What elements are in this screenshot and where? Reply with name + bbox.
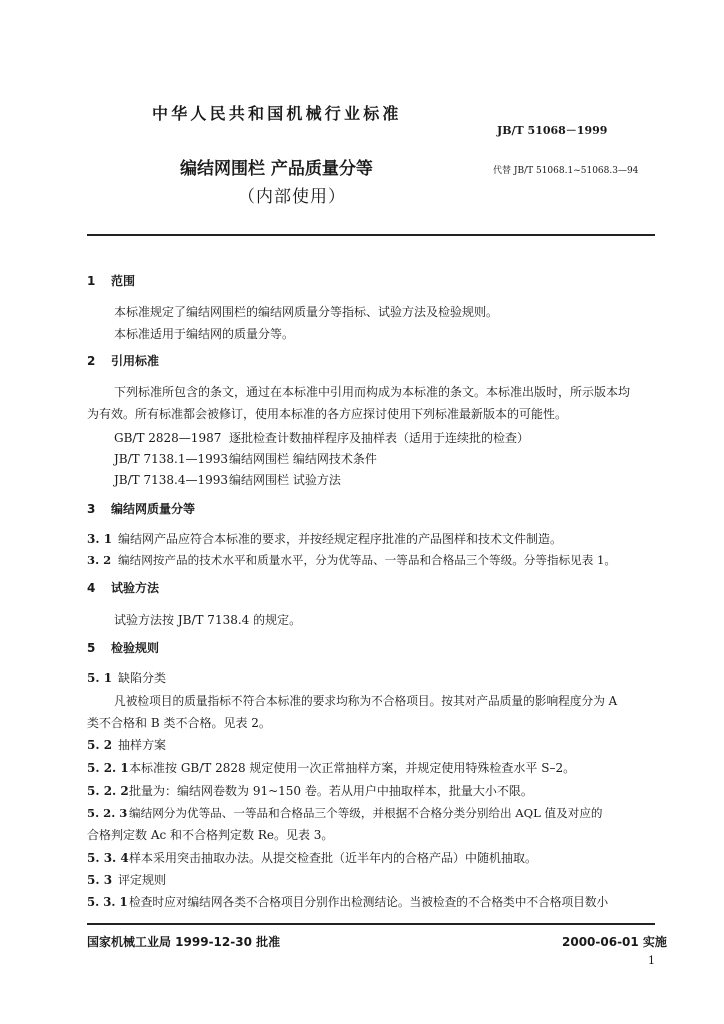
paragraph: 为有效。所有标准都会被修订，使用本标准的各方应探讨使用下列标准最新版本的可能性。 xyxy=(87,407,568,421)
clause-number: 5. 3. 1 xyxy=(87,895,128,909)
reference-code: JB/T 7138.4—1993 xyxy=(114,473,229,487)
clause-3-2 xyxy=(87,553,616,567)
section-number: 1 xyxy=(87,274,96,288)
clause-5-3-1 xyxy=(87,895,608,909)
approval-line: 国家机械工业局 1999-12-30 批准 xyxy=(87,935,281,949)
section-1-heading xyxy=(87,272,135,289)
clause-number: 5. 2. 3 xyxy=(87,806,128,820)
paragraph: 凡被检项目的质量指标不符合本标准的要求均称为不合格项目。按其对产品质量的影响程度分为 A xyxy=(114,694,618,708)
clause-5-2-2 xyxy=(87,784,533,798)
section-title: 检验规则 xyxy=(111,641,160,655)
section-title: 编结网质量分等 xyxy=(111,502,196,516)
clause-number: 5. 2 xyxy=(87,738,113,752)
clause-5-2-1 xyxy=(87,761,575,775)
paragraph: 试验方法按 JB/T 7138.4 的规定。 xyxy=(114,613,302,627)
section-number: 5 xyxy=(87,641,96,655)
standard-title: 中华人民共和国机械行业标准 xyxy=(152,104,402,123)
reference-standard xyxy=(114,431,529,445)
paragraph: 类不合格和 B 类不合格。见表 2。 xyxy=(87,716,271,730)
reference-name: 编结网围栏 编结网技术条件 xyxy=(229,452,377,466)
clause-text: 样本采用突击抽取办法。从提交检查批（近半年内的合格产品）中随机抽取。 xyxy=(129,851,538,865)
section-number: 2 xyxy=(87,354,96,368)
clause-text: 缺陷分类 xyxy=(118,671,167,685)
reference-code: GB/T 2828—1987 xyxy=(114,431,222,445)
paragraph: 下列标准所包含的条文，通过在本标准中引用而构成为本标准的条文。本标准出版时，所示版本均 xyxy=(114,385,631,399)
paragraph: 本标准规定了编结网围栏的编结网质量分等指标、试验方法及检验规则。 xyxy=(114,305,499,319)
reference-standard xyxy=(114,452,377,466)
clause-number: 5. 2. 1 xyxy=(87,761,129,775)
clause-text: 编结网分为优等品、一等品和合格品三个等级，并根据不合格分类分别给出 AQL 值及对应的 xyxy=(129,806,603,820)
clause-number: 3. 1 xyxy=(87,532,113,546)
reference-code: JB/T 7138.1—1993 xyxy=(114,452,229,466)
clause-number: 3. 2 xyxy=(87,553,112,567)
section-number: 3 xyxy=(87,502,96,516)
section-5-heading xyxy=(87,639,159,656)
clause-5-1 xyxy=(87,671,166,685)
effective-date: 2000-06-01 实施 xyxy=(562,935,667,949)
section-number: 4 xyxy=(87,581,96,595)
section-title: 引用标准 xyxy=(111,354,160,368)
document-subtitle: （内部使用） xyxy=(238,187,346,207)
header-divider xyxy=(87,234,655,236)
section-title: 范围 xyxy=(111,274,136,288)
reference-standard xyxy=(114,473,341,487)
reference-name: 逐批检查计数抽样程序及抽样表（适用于连续批的检查） xyxy=(229,431,530,445)
clause-5-3 xyxy=(87,873,166,887)
page-number: 1 xyxy=(648,954,655,967)
clause-number: 5. 1 xyxy=(87,671,113,685)
reference-name: 编结网围栏 试验方法 xyxy=(229,473,341,487)
section-2-heading xyxy=(87,352,159,369)
clause-text: 编结网按产品的技术水平和质量水平，分为优等品、一等品和合格品三个等级。分等指标见表 1。 xyxy=(118,553,617,567)
section-4-heading xyxy=(87,579,159,596)
clause-text: 抽样方案 xyxy=(118,738,167,752)
clause-3-1 xyxy=(87,532,562,546)
section-3-heading xyxy=(87,500,195,517)
clause-5-2-3 xyxy=(87,806,603,820)
paragraph: 合格判定数 Ac 和不合格判定数 Re。见表 3。 xyxy=(87,828,334,842)
clause-text: 批量为：编结网卷数为 91~150 卷。若从用户中抽取样本，批量大小不限。 xyxy=(129,784,533,798)
clause-text: 检查时应对编结网各类不合格项目分别作出检测结论。当被检查的不合格类中不合格项目数小 xyxy=(129,895,609,909)
clause-5-2 xyxy=(87,738,166,752)
clause-text: 评定规则 xyxy=(118,873,167,887)
clause-number: 5. 3 xyxy=(87,873,113,887)
clause-text: 编结网产品应符合本标准的要求，并按经规定程序批准的产品图样和技术文件制造。 xyxy=(118,532,563,546)
footer-divider xyxy=(87,923,655,925)
replaces-note: 代替 JB/T 51068.1~51068.3—94 xyxy=(493,166,639,176)
clause-5-3-4 xyxy=(87,851,537,865)
document-title: 编结网围栏 产品质量分等 xyxy=(180,159,373,179)
clause-text: 本标准按 GB/T 2828 规定使用一次正常抽样方案，并规定使用特殊检查水平 S–2。 xyxy=(129,761,576,775)
clause-number: 5. 3. 4 xyxy=(87,851,129,865)
section-title: 试验方法 xyxy=(111,581,160,595)
standard-code: JB/T 51068－1999 xyxy=(497,124,608,137)
paragraph: 本标准适用于编结网的质量分等。 xyxy=(114,327,295,341)
clause-number: 5. 2. 2 xyxy=(87,784,129,798)
